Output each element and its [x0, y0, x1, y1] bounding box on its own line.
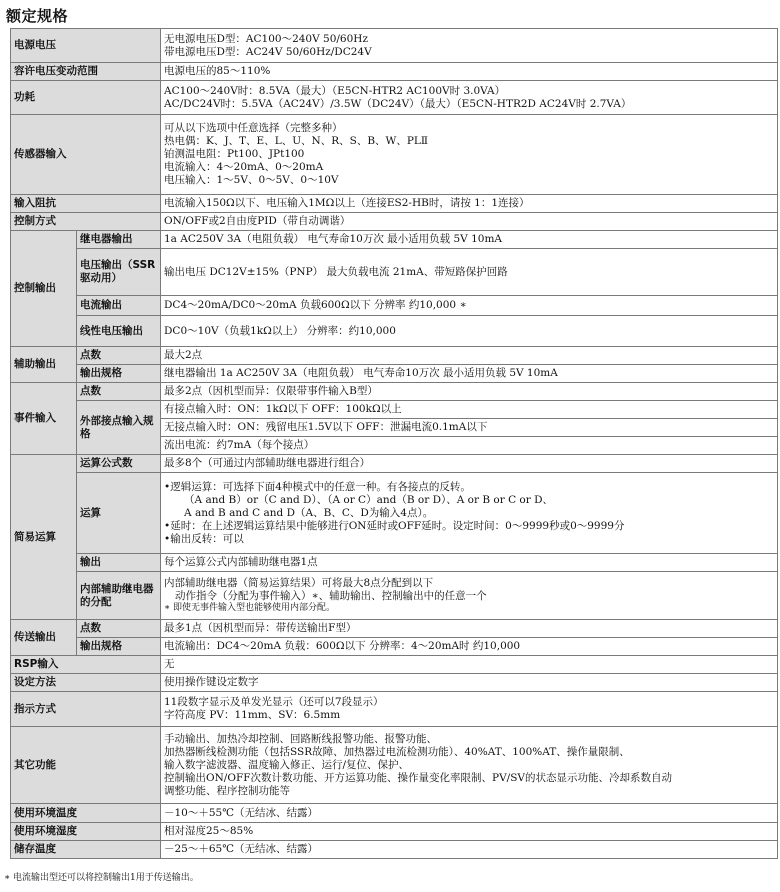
row-value: 有接点输入时：ON：1kΩ以下 OFF：100kΩ以上 — [161, 401, 778, 419]
row-value: 内部辅助继电器（简易运算结果）可将最大8点分配到以下 动作指令（分配为事件输入）∗、辅助输出、控制输出中的任意一个 ∗ 即使无事件输入型也能够使用内部分配。 — [161, 572, 778, 620]
sub-label: 输出规格 — [77, 365, 161, 383]
table-row — [11, 63, 778, 81]
row-value: －25～＋65℃（无结冰、结露） — [161, 841, 778, 859]
row-value: 无电源电压D型：AC100～240V 50/60Hz 带电源电压D型：AC24V 50/60Hz/DC24V — [161, 29, 778, 63]
row-value: 手动输出、加热冷却控制、回路断线报警功能、报警功能、 加热器断线检测功能（包括SSR故障、加热器过电流检测功能）、40%AT、100%AT、操作量限制、 输入数字滤波器、温度输入修正、运行/复位、保护、 控制输出ON/OFF次数计数功能、开方运算功能、操作量变化率限制、PV/SV的状态显示功能、冷却系数自动 调整功能、程序控制功能等 — [161, 727, 778, 804]
sub-label: 电压输出（SSR驱动用） — [77, 249, 161, 296]
table-row — [11, 249, 778, 296]
row-label: 其它功能 — [11, 727, 161, 804]
row-value: ON/OFF或2自由度PID（带自动调谐） — [161, 213, 778, 231]
sub-label: 外部接点输入规格 — [77, 401, 161, 455]
row-label: 控制方式 — [11, 213, 161, 231]
table-row — [11, 554, 778, 572]
footnote: ∗ 电流输出型还可以将控制输出1用于传送输出。 — [4, 873, 199, 883]
row-value: 最多2点（因机型而异：仅限带事件输入B型） — [161, 383, 778, 401]
table-row — [11, 620, 778, 638]
row-label: 储存温度 — [11, 841, 161, 859]
sub-label: 点数 — [77, 347, 161, 365]
row-value: 每个运算公式内部辅助继电器1点 — [161, 554, 778, 572]
spec-table — [10, 28, 778, 859]
row-value: －10～＋55℃（无结冰、结露） — [161, 804, 778, 823]
table-row — [11, 115, 778, 195]
row-value: •逻辑运算：可选择下面4种模式中的任意一种。有各接点的反转。 （A and B）or（C and D）、（A or C）and（B or D）、A or B or C or D、 A and B and C and D（A、B、C、D为输入4点）。 •延时：在上述逻辑运算结果中能够进行ON延时或OFF延时。设定时间：0～9999秒或0～9999分 •输出反转：可以 — [161, 473, 778, 554]
row-value: 最多1点（因机型而异：带传送输出F型） — [161, 620, 778, 638]
table-row — [11, 316, 778, 347]
row-value: 使用操作键设定数字 — [161, 674, 778, 692]
row-label: 功耗 — [11, 81, 161, 115]
table-row — [11, 638, 778, 656]
row-value: 最大2点 — [161, 347, 778, 365]
row-value: 输出电压 DC12V±15%（PNP） 最大负载电流 21mA、带短路保护回路 — [161, 249, 778, 296]
row-value: 1a AC250V 3A（电阻负载） 电气寿命10万次 最小适用负载 5V 10mA — [161, 231, 778, 249]
table-row — [11, 81, 778, 115]
row-label: 容许电压变动范围 — [11, 63, 161, 81]
table-row — [11, 231, 778, 249]
row-label: 使用环境温度 — [11, 804, 161, 823]
table-row — [11, 473, 778, 554]
table-row — [11, 383, 778, 401]
row-value: DC4～20mA/DC0～20mA 负载600Ω以下 分辨率 约10,000 ∗ — [161, 296, 778, 316]
table-row — [11, 727, 778, 804]
page-title: 额定规格 — [6, 7, 69, 25]
row-value: 继电器输出 1a AC250V 3A（电阻负载） 电气寿命10万次 最小适用负载 5V 10mA — [161, 365, 778, 383]
table-row — [11, 195, 778, 213]
row-value: 11段数字显示及单发光显示（还可以7段显示） 字符高度 PV：11mm、SV：6.5mm — [161, 692, 778, 727]
row-value: 无 — [161, 656, 778, 674]
sub-label: 继电器输出 — [77, 231, 161, 249]
row-value: 流出电流：约7mA（每个接点） — [161, 437, 778, 455]
table-row — [11, 692, 778, 727]
row-label: 输入阻抗 — [11, 195, 161, 213]
row-value: 电流输出：DC4～20mA 负载：600Ω以下 分辨率：4～20mA时 约10,000 — [161, 638, 778, 656]
group-label: 简易运算 — [11, 455, 77, 620]
table-row — [11, 365, 778, 383]
row-label: 使用环境湿度 — [11, 823, 161, 841]
row-label: RSP输入 — [11, 656, 161, 674]
row-value: 最多8个（可通过内部辅助继电器进行组合） — [161, 455, 778, 473]
row-value: DC0～10V（负载1kΩ以上） 分辨率：约10,000 — [161, 316, 778, 347]
sub-label: 点数 — [77, 383, 161, 401]
row-label: 电源电压 — [11, 29, 161, 63]
row-value: 电源电压的85～110% — [161, 63, 778, 81]
row-value: 相对湿度25～85% — [161, 823, 778, 841]
table-row — [11, 823, 778, 841]
table-row — [11, 572, 778, 620]
table-row — [11, 841, 778, 859]
row-value: 可从以下选项中任意选择（完整多种） 热电偶：K、J、T、E、L、U、N、R、S、B、W、PLⅡ 铂测温电阻：Pt100、JPt100 电流输入：4～20mA、0～20mA 电压输入：1～5V、0～5V、0～10V — [161, 115, 778, 195]
sub-label: 电流输出 — [77, 296, 161, 316]
table-row — [11, 656, 778, 674]
note: ∗ 即使无事件输入型也能够使用内部分配。 — [164, 603, 335, 613]
table-row — [11, 674, 778, 692]
table-row — [11, 804, 778, 823]
table-row — [11, 455, 778, 473]
sub-label: 输出规格 — [77, 638, 161, 656]
group-label: 辅助输出 — [11, 347, 77, 383]
table-row — [11, 347, 778, 365]
row-value: AC100～240V时：8.5VA（最大）（E5CN-HTR2 AC100V时 3.0VA） AC/DC24V时：5.5VA（AC24V）/3.5W（DC24V）（最大）（E5CN-HTR2D AC24V时 2.7VA） — [161, 81, 778, 115]
row-label: 指示方式 — [11, 692, 161, 727]
sub-label: 点数 — [77, 620, 161, 638]
group-label: 控制输出 — [11, 231, 77, 347]
sub-label: 运算公式数 — [77, 455, 161, 473]
group-label: 传送输出 — [11, 620, 77, 656]
row-value: 无接点输入时：ON：残留电压1.5V以下 OFF：泄漏电流0.1mA以下 — [161, 419, 778, 437]
table-row — [11, 29, 778, 63]
sub-label: 运算 — [77, 473, 161, 554]
group-label: 事件输入 — [11, 383, 77, 455]
row-value: 电流输入150Ω以下、电压输入1MΩ以上（连接ES2-HB时，请按 1：1连接） — [161, 195, 778, 213]
sub-label: 内部辅助继电器的分配 — [77, 572, 161, 620]
table-row — [11, 213, 778, 231]
row-label: 传感器输入 — [11, 115, 161, 195]
sub-label: 线性电压输出 — [77, 316, 161, 347]
table-row — [11, 296, 778, 316]
row-label: 设定方法 — [11, 674, 161, 692]
table-row — [11, 401, 778, 419]
sub-label: 输出 — [77, 554, 161, 572]
